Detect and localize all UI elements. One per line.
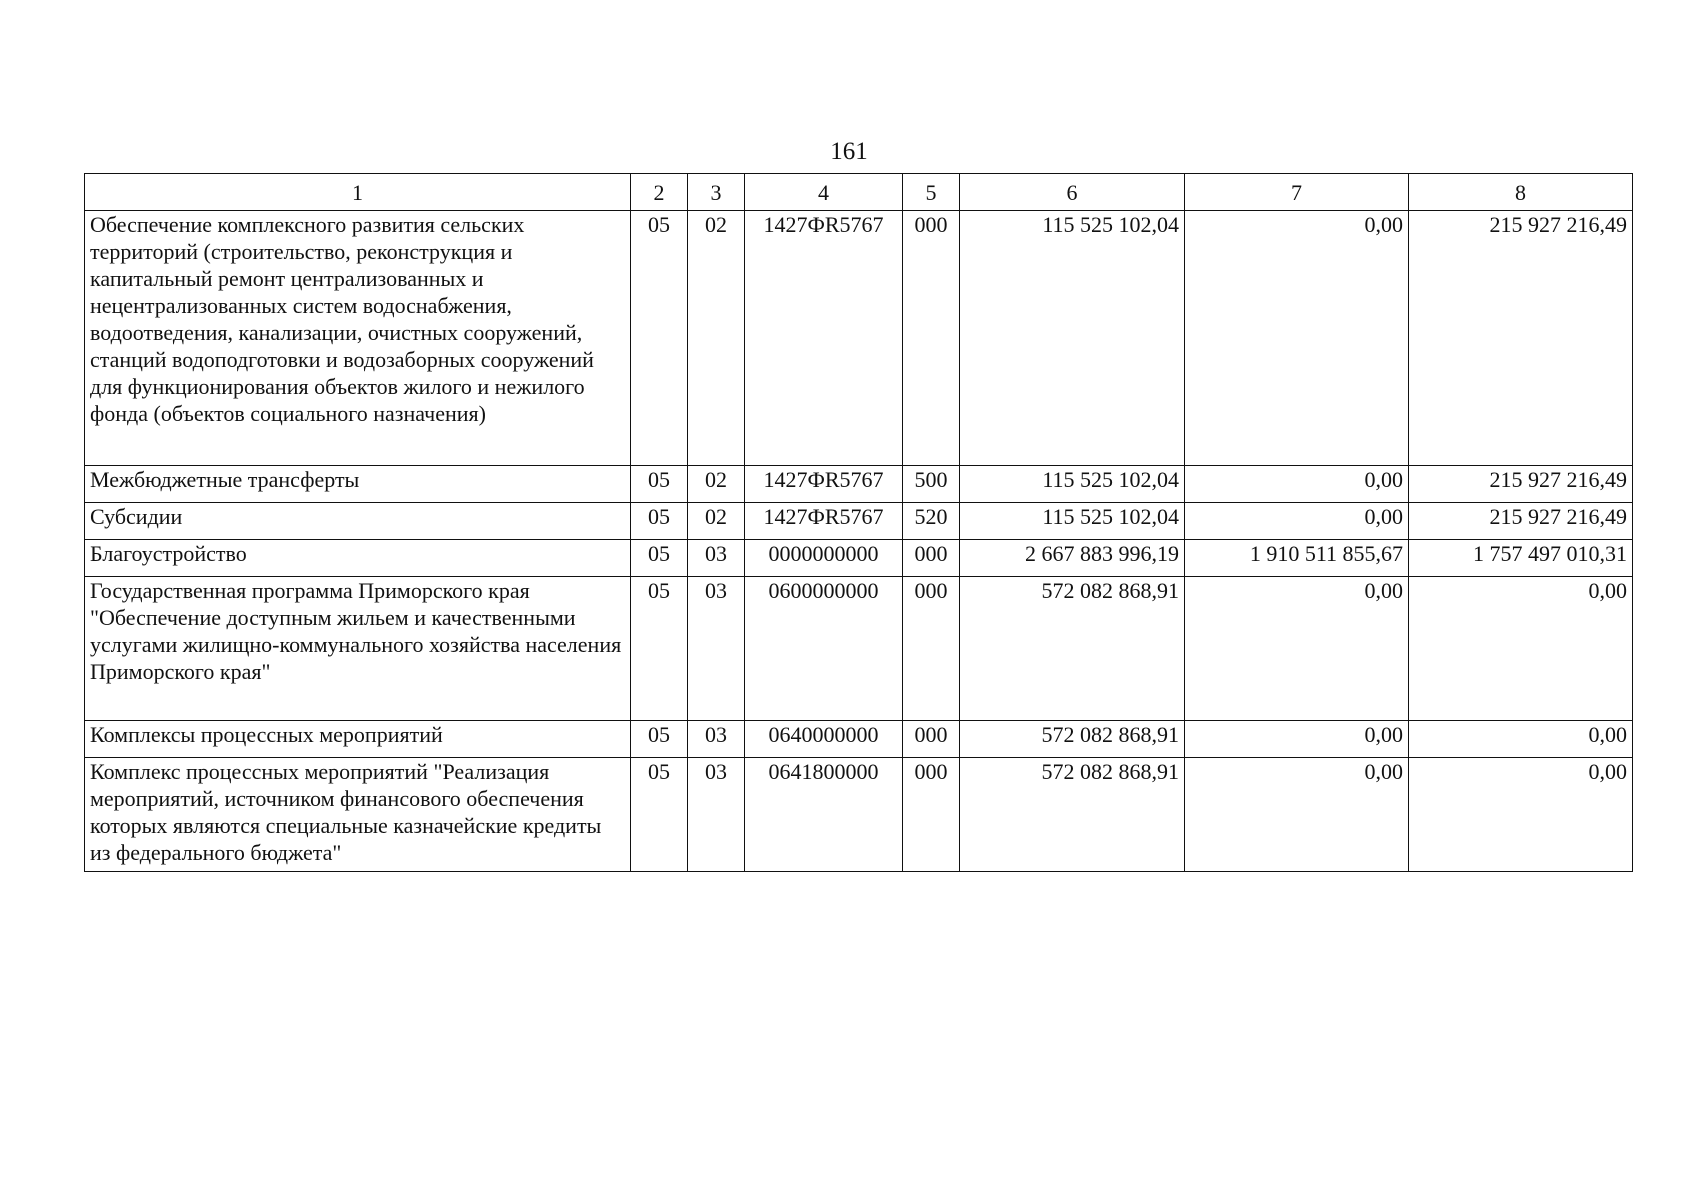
- budget-table: [84, 173, 1633, 872]
- amount-col7: 0,00: [1185, 758, 1409, 872]
- expense-type-code: 000: [903, 721, 960, 758]
- expense-type-code: 000: [903, 211, 960, 466]
- target-article-code: 1427ФR5767: [745, 466, 903, 503]
- amount-col8: 0,00: [1409, 758, 1633, 872]
- amount-col8: 215 927 216,49: [1409, 211, 1633, 466]
- table-row: [85, 758, 1633, 872]
- subsection-code: 03: [688, 758, 745, 872]
- table-row: [85, 503, 1633, 540]
- amount-col6: 572 082 868,91: [960, 721, 1185, 758]
- table-row: [85, 466, 1633, 503]
- amount-col8: 0,00: [1409, 721, 1633, 758]
- subsection-code: 03: [688, 577, 745, 721]
- amount-col8: 215 927 216,49: [1409, 503, 1633, 540]
- target-article-code: 0600000000: [745, 577, 903, 721]
- expense-type-code: 520: [903, 503, 960, 540]
- section-code: 05: [631, 721, 688, 758]
- column-header: 5: [903, 174, 960, 211]
- item-name: Обеспечение комплексного развития сельских территорий (строительство, реконструкция и капитальный ремонт централизованных и нецентрализованных систем водоснабжения, водоотведения, канализации, очистных сооружений, станций водоподготовки и водозаборных сооружений для функционирования объектов жилого и нежилого фонда (объектов социального назначения): [85, 211, 631, 466]
- amount-col7: 0,00: [1185, 721, 1409, 758]
- item-name: Государственная программа Приморского края "Обеспечение доступным жильем и качественными услугами жилищно-коммунального хозяйства населения Приморского края": [85, 577, 631, 721]
- column-header: 6: [960, 174, 1185, 211]
- column-header: 4: [745, 174, 903, 211]
- expense-type-code: 000: [903, 540, 960, 577]
- target-article-code: 1427ФR5767: [745, 503, 903, 540]
- table-row: [85, 211, 1633, 466]
- expense-type-code: 000: [903, 758, 960, 872]
- item-name: Межбюджетные трансферты: [85, 466, 631, 503]
- table-row: [85, 577, 1633, 721]
- table-row: [85, 540, 1633, 577]
- amount-col7: 0,00: [1185, 466, 1409, 503]
- subsection-code: 03: [688, 540, 745, 577]
- amount-col8: 1 757 497 010,31: [1409, 540, 1633, 577]
- column-number-row: [85, 174, 1633, 211]
- expense-type-code: 000: [903, 577, 960, 721]
- section-code: 05: [631, 758, 688, 872]
- section-code: 05: [631, 503, 688, 540]
- column-header: 1: [85, 174, 631, 211]
- column-header: 2: [631, 174, 688, 211]
- target-article-code: 1427ФR5767: [745, 211, 903, 466]
- column-header: 3: [688, 174, 745, 211]
- amount-col8: 0,00: [1409, 577, 1633, 721]
- subsection-code: 02: [688, 503, 745, 540]
- column-header: 8: [1409, 174, 1633, 211]
- item-name: Субсидии: [85, 503, 631, 540]
- section-code: 05: [631, 577, 688, 721]
- subsection-code: 03: [688, 721, 745, 758]
- item-name: Комплекс процессных мероприятий "Реализация мероприятий, источником финансового обеспечения которых являются специальные казначейские кредиты из федерального бюджета": [85, 758, 631, 872]
- amount-col7: 0,00: [1185, 503, 1409, 540]
- amount-col7: 0,00: [1185, 211, 1409, 466]
- amount-col8: 215 927 216,49: [1409, 466, 1633, 503]
- amount-col6: 115 525 102,04: [960, 211, 1185, 466]
- page-number: 161: [830, 138, 868, 165]
- amount-col6: 572 082 868,91: [960, 577, 1185, 721]
- column-header: 7: [1185, 174, 1409, 211]
- amount-col6: 115 525 102,04: [960, 503, 1185, 540]
- target-article-code: 0640000000: [745, 721, 903, 758]
- section-code: 05: [631, 540, 688, 577]
- section-code: 05: [631, 466, 688, 503]
- expense-type-code: 500: [903, 466, 960, 503]
- target-article-code: 0641800000: [745, 758, 903, 872]
- subsection-code: 02: [688, 211, 745, 466]
- item-name: Благоустройство: [85, 540, 631, 577]
- item-name: Комплексы процессных мероприятий: [85, 721, 631, 758]
- subsection-code: 02: [688, 466, 745, 503]
- target-article-code: 0000000000: [745, 540, 903, 577]
- amount-col6: 2 667 883 996,19: [960, 540, 1185, 577]
- amount-col7: 1 910 511 855,67: [1185, 540, 1409, 577]
- amount-col7: 0,00: [1185, 577, 1409, 721]
- amount-col6: 572 082 868,91: [960, 758, 1185, 872]
- table-row: [85, 721, 1633, 758]
- amount-col6: 115 525 102,04: [960, 466, 1185, 503]
- section-code: 05: [631, 211, 688, 466]
